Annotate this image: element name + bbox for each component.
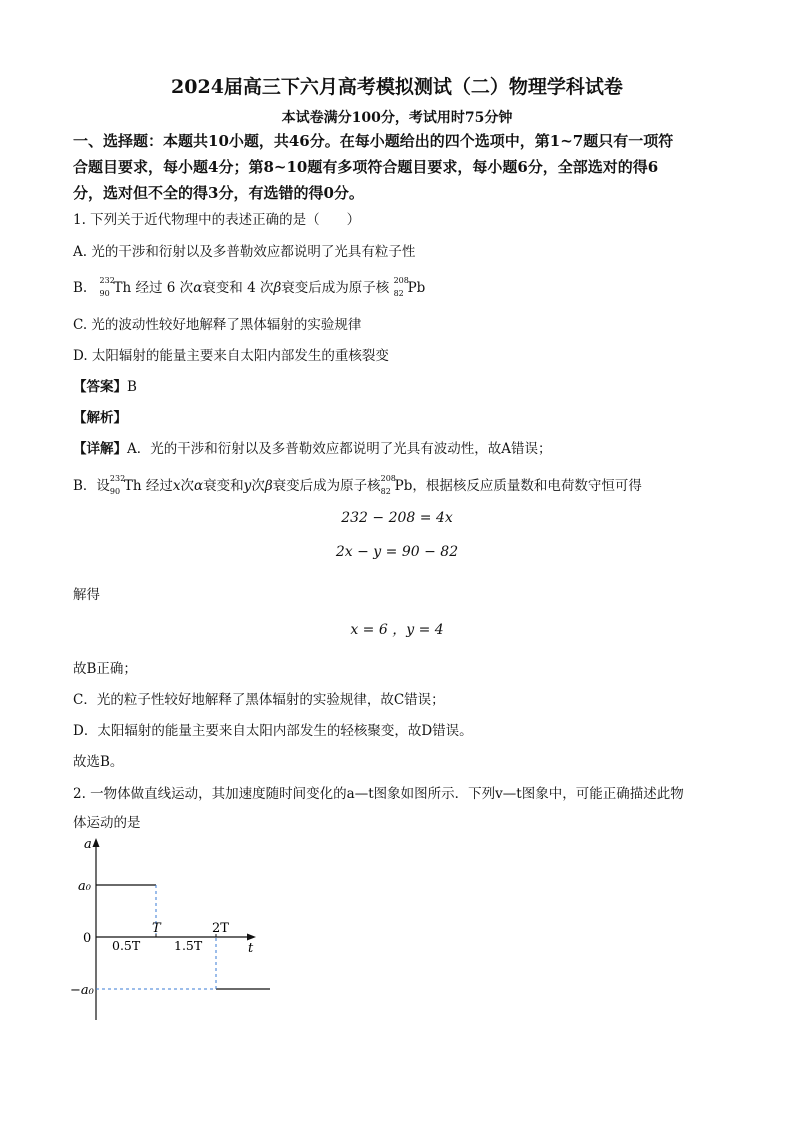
detail-beta: β (264, 478, 273, 494)
pb-mass-number: 208 (393, 276, 409, 285)
beta-symbol: β (273, 280, 282, 296)
b-correct-line: 故B正确； (73, 661, 137, 677)
analysis-label (73, 406, 127, 426)
detail-b-text-1: 经过 (145, 478, 173, 494)
detail-a-text: A．光的干涉和衍射以及多普勒效应都说明了光具有波动性，故A错误； (127, 441, 552, 457)
y-axis-label: a (84, 837, 92, 852)
detail-b-text-2: 次 (180, 478, 195, 494)
exam-title: 2024届高三下六月高考模拟测试（二）物理学科试卷 (171, 76, 623, 98)
pb-symbol: Pb (407, 280, 426, 296)
a0-label: a₀ (78, 879, 91, 894)
option-b-text-1: 经过 6 次 (131, 280, 194, 296)
section-instructions (73, 128, 723, 206)
neg-a0-label: −a₀ (70, 983, 94, 998)
exam-subtitle: 本试卷满分100分，考试用时75分钟 (281, 110, 513, 126)
y-axis-arrow-icon (93, 838, 100, 847)
q1-option-a: A. 光的干涉和衍射以及多普勒效应都说明了光具有粒子性 (73, 244, 416, 260)
x-axis-label: t (248, 941, 254, 956)
q1-option-d: D. 太阳辐射的能量主要来自太阳内部发生的重核裂变 (73, 348, 389, 364)
equation-mass: 232 − 208 = 4x (341, 510, 453, 526)
x-axis-arrow-icon (247, 934, 256, 941)
section-line-3: 分，选对但不全的得3分，有选错的得0分。 (73, 184, 364, 202)
detail-b-text-4: 次 (251, 478, 265, 494)
pb-nuclide-indices (393, 276, 409, 298)
section-line-1: 一、选择题：本题共10小题，共46分。在每小题给出的四个选项中，第1~7题只有一项符 (73, 132, 674, 150)
detail-pb-charge: 82 (380, 487, 391, 496)
detail-label: 【详解】 (73, 441, 127, 457)
q1-option-b (73, 276, 425, 296)
detail-th-charge: 90 (109, 487, 121, 496)
q2-stem-line-2: 体运动的是 (73, 815, 141, 831)
option-b-prefix: B. (73, 280, 88, 296)
detail-th-mass: 232 (109, 474, 126, 483)
tick-label-0.5T: 0.5T (112, 938, 141, 953)
acceleration-time-graph (70, 832, 270, 1027)
analysis-label-text: 【解析】 (73, 410, 127, 426)
th-symbol: Th (113, 280, 132, 296)
detail-b-tail: ，根据核反应质量数和电荷数守恒可得 (412, 478, 642, 494)
detail-th-symbol: Th (123, 478, 142, 494)
detail-y-var: y (243, 478, 252, 494)
detail-a-line (73, 437, 552, 457)
detail-alpha: α (194, 478, 204, 494)
tick-label-T: T (152, 921, 161, 936)
solve-label: 解得 (73, 587, 100, 603)
detail-b-text-3: 衰变和 (203, 478, 244, 494)
detail-c-line: C．光的粒子性较好地解释了黑体辐射的实验规律，故C错误； (73, 692, 445, 708)
q2-stem-line-1: 2. 一物体做直线运动，其加速度随时间变化的a—t图象如图所示．下列v—t图象中，可能正确描述此物 (73, 786, 684, 802)
option-b-text-2: 衰变和 4 次 (202, 280, 274, 296)
equation-solution: x = 6 ，y = 4 (350, 622, 444, 638)
detail-b-line (73, 474, 642, 494)
detail-pb-mass: 208 (380, 474, 396, 483)
detail-x-var: x (172, 478, 181, 494)
equation-charge: 2x − y = 90 − 82 (335, 544, 459, 560)
q1-option-c: C. 光的波动性较好地解释了黑体辐射的实验规律 (73, 317, 362, 333)
tick-label-1.5T: 1.5T (174, 938, 203, 953)
th-charge-number: 90 (99, 289, 110, 298)
detail-th-indices (109, 474, 126, 496)
answer-label: 【答案】 (73, 379, 127, 395)
pb-charge-number: 82 (393, 289, 404, 298)
origin-label: 0 (83, 931, 92, 946)
answer-value: B (127, 379, 137, 395)
option-b-text-3: 衰变后成为原子核 (281, 280, 390, 296)
detail-b-text-5: 衰变后成为原子核 (272, 478, 381, 494)
detail-pb-symbol: Pb (394, 478, 413, 494)
answer-line (73, 375, 137, 395)
th-mass-number: 232 (99, 276, 115, 285)
section-line-2: 合题目要求，每小题4分；第8~10题有多项符合题目要求，每小题6分，全部选对的得6 (73, 158, 659, 176)
detail-pb-indices (380, 474, 396, 496)
q1-stem: 1. 下列关于近代物理中的表述正确的是（ ） (73, 212, 361, 228)
alpha-symbol: α (193, 280, 203, 296)
conclusion-line: 故选B。 (73, 754, 124, 770)
th-nuclide-indices (99, 276, 115, 298)
detail-d-line: D．太阳辐射的能量主要来自太阳内部发生的轻核聚变，故D错误。 (73, 723, 473, 739)
tick-label-2T: 2T (212, 921, 229, 936)
detail-b-prefix: B．设 (73, 478, 110, 494)
